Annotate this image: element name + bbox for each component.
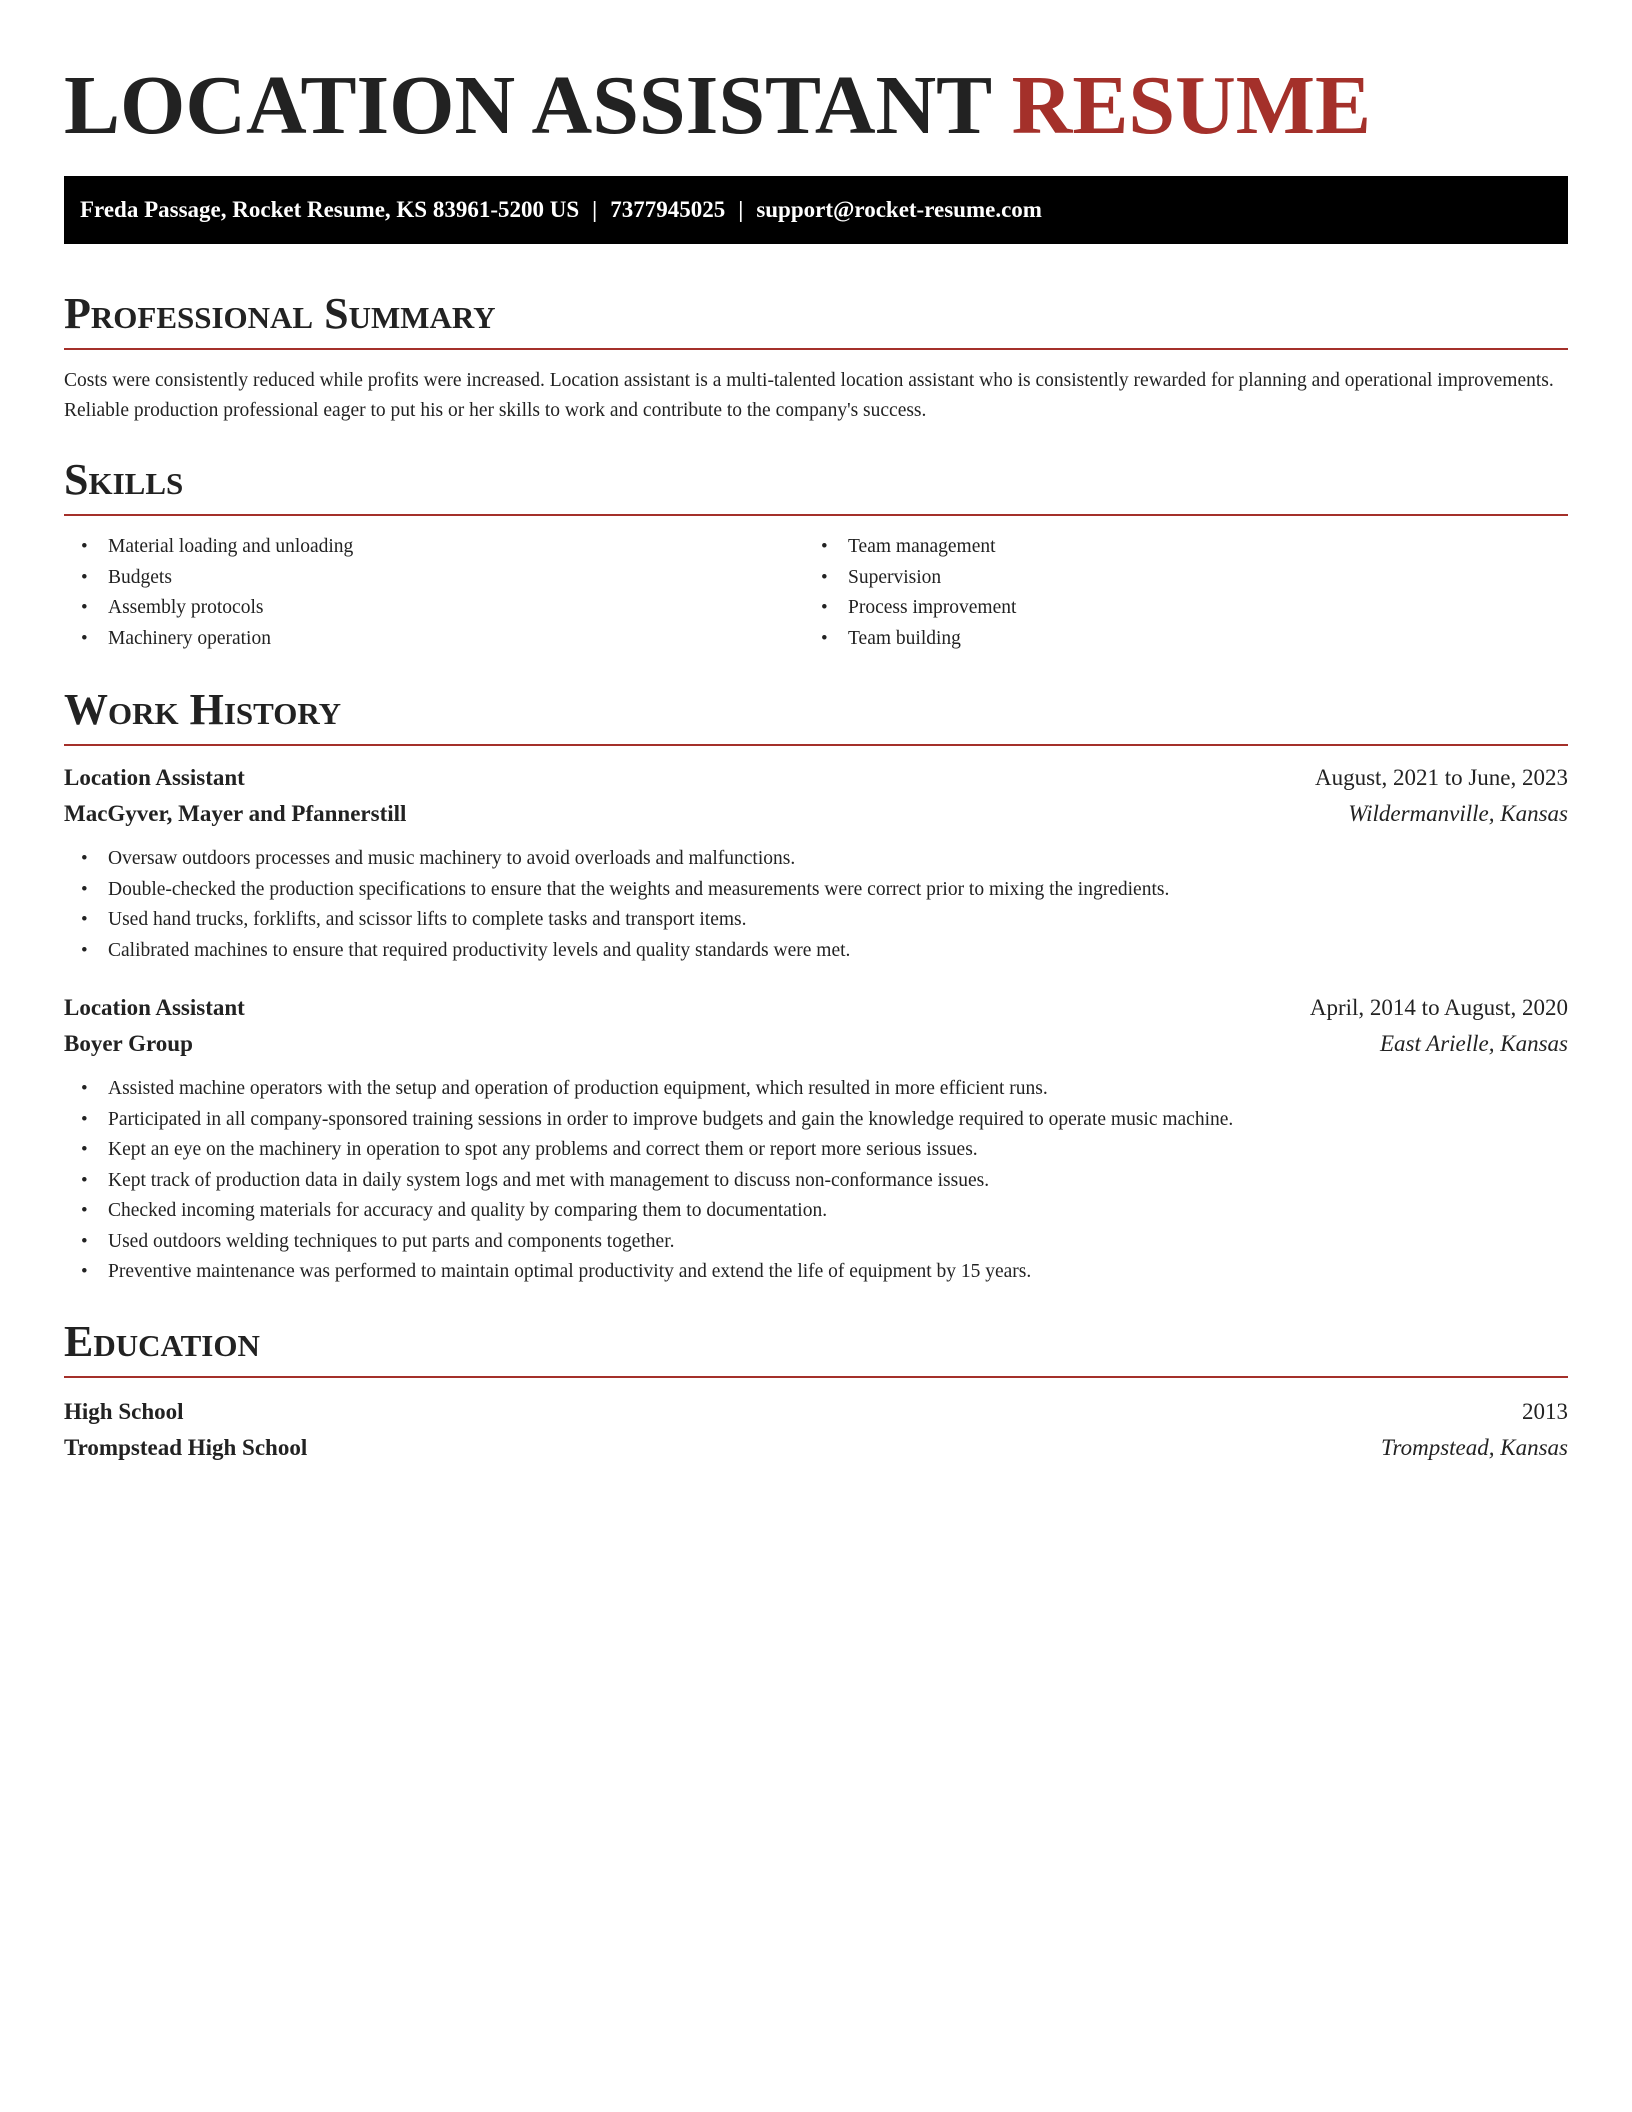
job-duty-text: Assisted machine operators with the setup and operation of production equipment, which resulted in more efficient runs. xyxy=(108,1078,1048,1099)
education-school: Trompstead High School xyxy=(64,1434,308,1460)
section-divider xyxy=(64,1376,1568,1378)
job-title: Location Assistant xyxy=(64,765,245,790)
job-duty-text: Preventive maintenance was performed to maintain optimal productivity and extend the life of equipment by 15 years. xyxy=(108,1261,1032,1282)
skill-label: Machinery operation xyxy=(108,627,271,649)
education-year: 2013 xyxy=(1522,1398,1568,1424)
bullet-icon: • xyxy=(81,1108,88,1130)
job-company: MacGyver, Mayer and Pfannerstill xyxy=(64,801,407,826)
job-entry xyxy=(64,990,1568,1288)
job-duty-item xyxy=(64,844,1568,875)
skill-item xyxy=(64,532,804,563)
skills-section xyxy=(64,452,1568,654)
contact-separator: | xyxy=(738,197,744,222)
job-duty-text: Oversaw outdoors processes and music machinery to avoid overloads and malfunctions. xyxy=(108,848,796,869)
bullet-icon: • xyxy=(81,909,88,930)
skill-label: Budgets xyxy=(108,566,172,588)
contact-separator: | xyxy=(592,197,598,222)
work-history-section xyxy=(64,682,1568,1288)
job-header-row xyxy=(64,760,1568,796)
skill-item xyxy=(804,624,1544,655)
skills-list-right xyxy=(804,532,1544,654)
skill-item xyxy=(64,624,804,655)
job-company-row xyxy=(64,796,1568,832)
bullet-icon: • xyxy=(81,939,88,961)
skill-item xyxy=(64,563,804,594)
skill-label: Supervision xyxy=(848,566,942,588)
skills-list-left xyxy=(64,532,804,654)
job-company-row xyxy=(64,1026,1568,1062)
bullet-icon: • xyxy=(81,1200,88,1221)
contact-address: Freda Passage, Rocket Resume, KS 83961-5200 US xyxy=(80,197,580,222)
job-duty-item xyxy=(64,1166,1568,1197)
skill-item xyxy=(804,563,1544,594)
title-accent: RESUME xyxy=(1011,59,1372,152)
education-section xyxy=(64,1314,1568,1466)
contact-email: support@rocket-resume.com xyxy=(756,197,1042,222)
job-duty-item xyxy=(64,1257,1568,1288)
skill-label: Material loading and unloading xyxy=(108,536,354,557)
education-degree: High School xyxy=(64,1398,184,1424)
job-location: East Arielle, Kansas xyxy=(1379,1031,1568,1056)
job-duties-list xyxy=(64,1074,1568,1288)
section-divider xyxy=(64,514,1568,516)
bullet-icon: • xyxy=(81,1169,88,1191)
job-duty-text: Checked incoming materials for accuracy and quality by comparing them to documentation. xyxy=(108,1200,828,1221)
bullet-icon: • xyxy=(81,536,88,557)
job-duty-item xyxy=(64,1196,1568,1227)
bullet-icon: • xyxy=(821,536,828,557)
education-entry xyxy=(64,1394,1568,1466)
title-main: LOCATION ASSISTANT xyxy=(64,59,991,152)
section-heading-summary: Professional Summary xyxy=(64,289,496,338)
bullet-icon: • xyxy=(81,1230,88,1252)
bullet-icon: • xyxy=(81,597,88,618)
job-duty-text: Kept an eye on the machinery in operation to spot any problems and correct them or report more serious issues. xyxy=(108,1139,978,1160)
contact-phone: 7377945025 xyxy=(610,197,726,222)
education-school-row xyxy=(64,1430,1568,1466)
section-heading-work-history: Work History xyxy=(64,685,342,734)
skills-columns xyxy=(64,532,1568,654)
job-duty-item xyxy=(64,875,1568,906)
skill-label: Process improvement xyxy=(848,597,1017,618)
skill-item xyxy=(64,593,804,624)
bullet-icon: • xyxy=(821,597,828,618)
job-duty-text: Used hand trucks, forklifts, and scissor lifts to complete tasks and transport items. xyxy=(108,909,747,930)
job-duty-text: Used outdoors welding techniques to put parts and components together. xyxy=(108,1230,675,1252)
job-duty-item xyxy=(64,1105,1568,1136)
job-duty-text: Participated in all company-sponsored training sessions in order to improve budgets and gain the knowledge required to operate music machine. xyxy=(108,1108,1234,1130)
job-duties-list xyxy=(64,844,1568,966)
skill-label: Assembly protocols xyxy=(108,597,264,618)
bullet-icon: • xyxy=(81,1261,88,1282)
job-duty-item xyxy=(64,1227,1568,1258)
skill-item xyxy=(804,532,1544,563)
job-duty-text: Kept track of production data in daily system logs and met with management to discuss non-conformance issues. xyxy=(108,1169,990,1191)
job-dates: August, 2021 to June, 2023 xyxy=(1315,765,1568,790)
bullet-icon: • xyxy=(81,627,88,649)
bullet-icon: • xyxy=(81,878,88,900)
job-duty-item xyxy=(64,936,1568,967)
job-duty-item xyxy=(64,1074,1568,1105)
skill-label: Team management xyxy=(848,536,996,557)
job-duty-item xyxy=(64,905,1568,936)
bullet-icon: • xyxy=(81,848,88,869)
education-header-row xyxy=(64,1394,1568,1430)
job-duty-text: Double-checked the production specifications to ensure that the weights and measurements were correct prior to mixing the ingredients. xyxy=(108,878,1170,900)
job-location: Wildermanville, Kansas xyxy=(1348,801,1568,826)
job-entry xyxy=(64,760,1568,966)
bullet-icon: • xyxy=(821,627,828,649)
resume-title xyxy=(64,0,1568,156)
education-location: Trompstead, Kansas xyxy=(1380,1434,1568,1460)
summary-section xyxy=(64,286,1568,426)
job-duty-text: Calibrated machines to ensure that required productivity levels and quality standards were met. xyxy=(108,939,851,961)
job-dates: April, 2014 to August, 2020 xyxy=(1309,995,1568,1020)
skill-label: Team building xyxy=(848,627,961,649)
job-duty-item xyxy=(64,1135,1568,1166)
section-heading-skills: Skills xyxy=(64,455,184,504)
job-title: Location Assistant xyxy=(64,995,245,1020)
bullet-icon: • xyxy=(81,1078,88,1099)
section-heading-education: Education xyxy=(64,1316,260,1366)
bullet-icon: • xyxy=(81,566,88,588)
contact-bar xyxy=(64,176,1568,244)
bullet-icon: • xyxy=(81,1139,88,1160)
section-divider xyxy=(64,744,1568,746)
job-header-row xyxy=(64,990,1568,1026)
job-company: Boyer Group xyxy=(64,1031,193,1056)
bullet-icon: • xyxy=(821,566,828,588)
section-divider xyxy=(64,348,1568,350)
skill-item xyxy=(804,593,1544,624)
summary-text: Costs were consistently reduced while profits were increased. Location assistant is a multi-talented location assistant who is consistently rewarded for planning and operational improvements. Reliable production professional eager to put his or her skills to work and contribute to the company's success. xyxy=(64,370,1554,421)
